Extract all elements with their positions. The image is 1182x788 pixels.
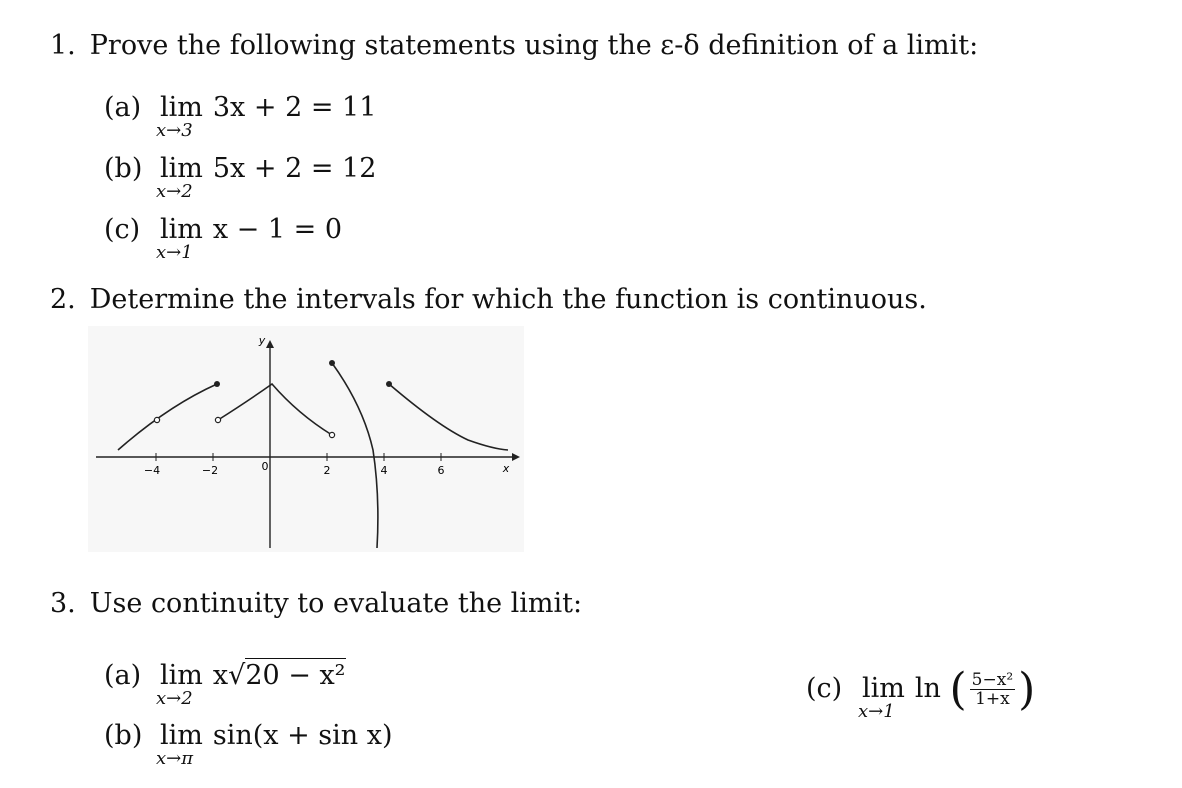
question-text: Determine the intervals for which the function is continuous.: [89, 284, 927, 315]
question-text: Prove the following statements using the ε-δ definition of a limit:: [89, 30, 979, 61]
limit-expression: [914, 664, 1036, 715]
open-point: [329, 432, 334, 437]
closed-point: [386, 381, 392, 387]
closed-point: [214, 381, 220, 387]
lim-subscript: x→2: [156, 181, 193, 202]
q3-part-c: [806, 664, 1036, 722]
function-graph: [88, 326, 524, 552]
part-label: (c): [104, 214, 141, 245]
right-paren: ): [1018, 664, 1036, 715]
x-tick-label: −2: [201, 464, 219, 477]
numerator: 5−x²: [971, 670, 1014, 690]
lim-subscript: x→3: [156, 120, 193, 141]
x-axis-label: x: [502, 462, 510, 475]
question-number: 3.: [50, 588, 76, 619]
expr-prefix: x√: [212, 660, 246, 691]
lim-operator: lim: [160, 660, 203, 691]
function-name: ln: [914, 673, 941, 704]
question-2: [50, 284, 927, 315]
y-axis-label: y: [258, 334, 266, 347]
part-label: (b): [104, 153, 143, 184]
q1-part-a: [104, 92, 377, 141]
closed-point: [329, 360, 335, 366]
question-3: [50, 588, 582, 619]
limit-expression: x − 1 = 0: [212, 214, 343, 245]
x-tick-label: 4: [380, 464, 388, 477]
question-1: [50, 30, 978, 61]
limit-expression: sin(x + sin x): [212, 720, 393, 751]
graph-svg: [88, 326, 524, 552]
lim-operator: lim: [862, 673, 905, 704]
x-tick-label: −4: [143, 464, 161, 477]
lim-subscript: x→1: [858, 701, 895, 722]
question-text: Use continuity to evaluate the limit:: [89, 588, 583, 619]
lim-operator: lim: [160, 720, 203, 751]
lim-operator: lim: [160, 153, 203, 184]
lim-operator: lim: [160, 214, 203, 245]
question-number: 2.: [50, 284, 76, 315]
limit-expression: 5x + 2 = 12: [212, 153, 377, 184]
lim-operator: lim: [160, 92, 203, 123]
open-point: [154, 417, 159, 422]
q1-part-c: [104, 214, 343, 263]
lim-subscript: x→1: [156, 242, 193, 263]
q1-part-b: [104, 153, 377, 202]
open-point: [215, 417, 220, 422]
radicand: 20 − x²: [245, 660, 346, 691]
q3-part-a: [104, 660, 346, 709]
part-label: (a): [104, 660, 142, 691]
x-tick-label: 6: [437, 464, 445, 477]
limit-expression: 3x + 2 = 11: [212, 92, 377, 123]
limit-expression: [213, 660, 346, 691]
lim-subscript: x→π: [156, 748, 194, 769]
denominator: 1+x: [975, 689, 1010, 709]
part-label: (a): [104, 92, 142, 123]
q3-part-b: [104, 720, 393, 769]
left-paren: (: [949, 664, 967, 715]
x-tick-label: 0: [261, 460, 269, 473]
part-label: (b): [104, 720, 143, 751]
question-number: 1.: [50, 30, 76, 61]
part-label: (c): [806, 673, 843, 704]
x-tick-label: 2: [323, 464, 331, 477]
graph-background: [88, 326, 524, 552]
fraction: [970, 671, 1015, 708]
lim-subscript: x→2: [156, 688, 193, 709]
